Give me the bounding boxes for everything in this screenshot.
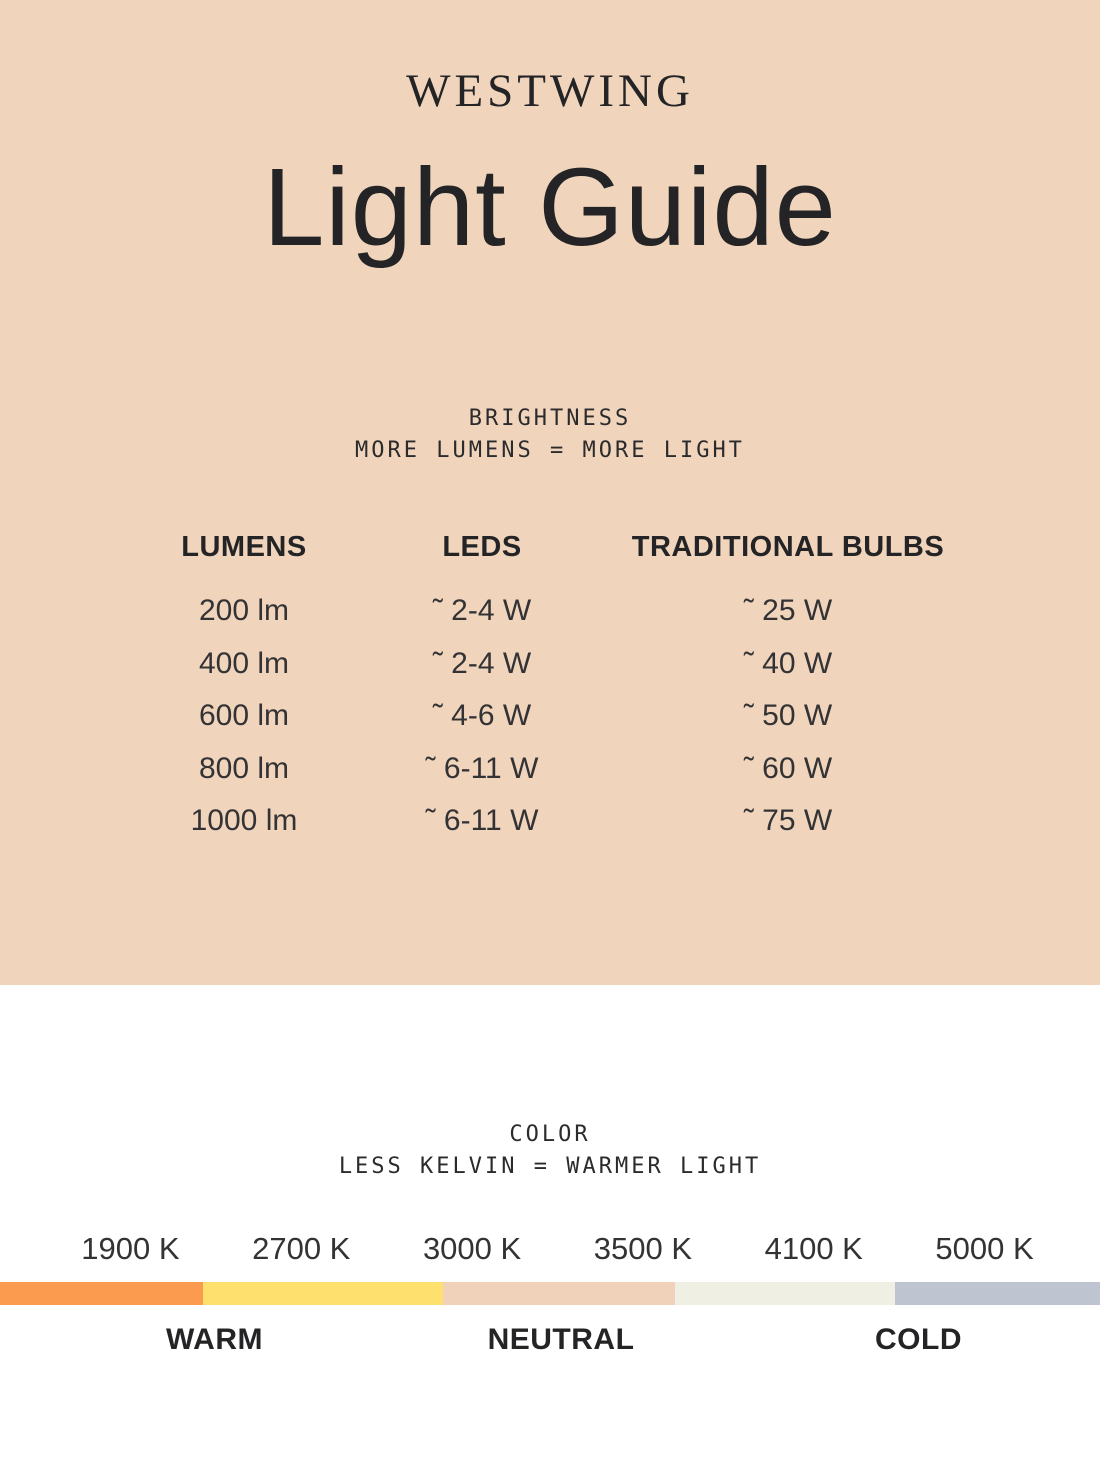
scale-segment-warm-orange xyxy=(0,1282,203,1305)
lumens-conversion-table xyxy=(125,529,975,848)
brightness-intro xyxy=(0,403,1100,467)
color-temperature-scale-bar xyxy=(0,1282,1100,1305)
bulb-watts-value: ˜ 40 W xyxy=(743,646,833,680)
kelvin-labels-row xyxy=(0,1233,1100,1264)
scale-segment-neutral-tan xyxy=(443,1282,675,1305)
column-header-lumens: LUMENS xyxy=(181,531,307,563)
scale-segment-neutral-cream xyxy=(675,1282,895,1305)
led-watts-value: ˜ 2-4 W xyxy=(432,646,532,680)
column-header-leds: LEDS xyxy=(442,531,522,563)
table-header-row xyxy=(125,529,975,565)
led-watts-value: ˜ 6-11 W xyxy=(425,751,539,785)
table-row xyxy=(125,795,975,848)
table-row xyxy=(125,638,975,691)
color-intro xyxy=(0,985,1100,1183)
column-header-traditional-bulbs: TRADITIONAL BULBS xyxy=(631,531,945,563)
bulb-watts-value: ˜ 25 W xyxy=(743,594,833,627)
color-section xyxy=(0,985,1100,1467)
scale-segment-cold-blue xyxy=(895,1282,1100,1305)
bulb-watts-value: ˜ 50 W xyxy=(743,699,833,733)
kelvin-label: 5000 K xyxy=(935,1231,1034,1266)
cold-label: COLD xyxy=(875,1323,962,1356)
table-row xyxy=(125,743,975,796)
bulb-watts-value: ˜ 75 W xyxy=(743,804,833,838)
kelvin-label: 2700 K xyxy=(252,1231,351,1266)
brightness-heading: BRIGHTNESS xyxy=(468,406,632,431)
table-row xyxy=(125,690,975,743)
temperature-labels-row xyxy=(0,1320,1100,1360)
kelvin-label: 1900 K xyxy=(81,1231,180,1266)
scale-segment-warm-yellow xyxy=(203,1282,443,1305)
led-watts-value: ˜ 2-4 W xyxy=(432,594,532,627)
color-subheading: LESS KELVIN = WARMER LIGHT xyxy=(338,1154,762,1179)
kelvin-label: 3000 K xyxy=(422,1231,522,1266)
color-heading: COLOR xyxy=(509,1122,591,1147)
kelvin-label: 4100 K xyxy=(764,1231,863,1266)
lumens-value: 800 lm xyxy=(198,751,290,785)
lumens-value: 1000 lm xyxy=(190,804,298,838)
brightness-subheading: MORE LUMENS = MORE LIGHT xyxy=(355,438,745,463)
neutral-label: NEUTRAL xyxy=(487,1323,635,1356)
kelvin-label: 3500 K xyxy=(593,1231,693,1266)
warm-label: WARM xyxy=(166,1323,263,1356)
led-watts-value: ˜ 6-11 W xyxy=(425,804,539,838)
bulb-watts-value: ˜ 60 W xyxy=(743,751,833,785)
lumens-value: 200 lm xyxy=(198,594,290,627)
led-watts-value: ˜ 4-6 W xyxy=(432,699,532,733)
table-body xyxy=(125,585,975,848)
page-title: Light Guide xyxy=(263,146,837,269)
brand-logo: WESTWING xyxy=(406,65,694,117)
table-row xyxy=(125,585,975,638)
lumens-value: 600 lm xyxy=(198,699,290,733)
lumens-value: 400 lm xyxy=(198,646,290,680)
